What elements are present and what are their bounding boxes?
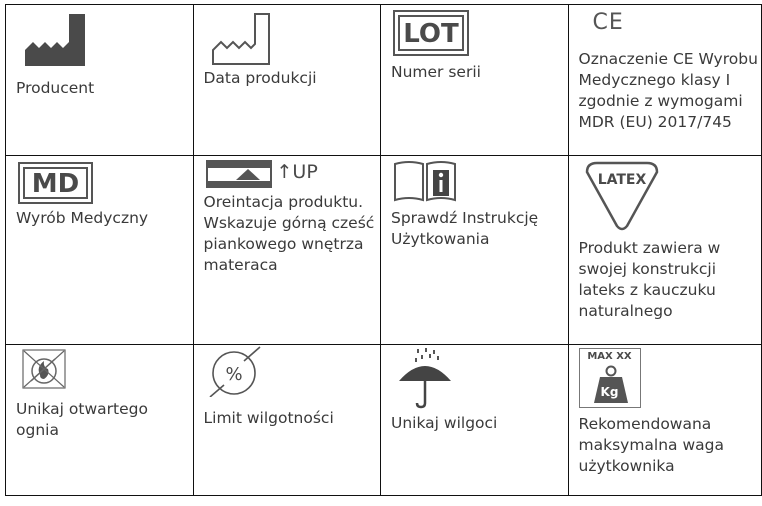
wilgotnosc-label: Limit wilgotności [203,409,334,427]
table-row [6,5,762,156]
percent-text: % [224,364,243,385]
manufacture-date-icon [211,10,271,66]
wilgoc-label: Unikaj wilgoci [391,414,498,432]
symbols-table [5,4,762,496]
table-row [6,345,762,496]
kg-text: Kg [600,385,619,399]
max-weight-icon [579,348,641,408]
lot-icon [393,10,469,56]
factory-icon [23,10,87,68]
md-text: MD [23,167,88,199]
symbol-cell-ce [568,5,762,156]
lot-text: LOT [398,15,464,51]
ogien-label: Unikaj otwartego ognia [16,400,148,439]
symbol-cell-producent [6,5,194,156]
medical-device-icon [18,162,93,204]
latex-text: LATEX [597,172,646,188]
symbol-cell-wilgoc [381,345,569,496]
symbol-cell-wyrob-medyczny [6,156,194,345]
orientacja-label: Oreintacja produktu. Wskazuje górną cześć piankowego wnętrza materaca [203,193,375,274]
orientation-icon [206,160,272,188]
table-row [6,156,762,345]
max-waga-label: Rekomendowana maksymalna waga użytkownika [578,415,724,475]
instrukcja-label: Sprawdź Instrukcję Użytkowania [391,209,539,248]
ce-label: Oznaczenie CE Wyrobu Medycznego klasy I zgodnie z wymogami MDR (EU) 2017/745 [578,50,758,131]
wyrob-medyczny-label: Wyrób Medyczny [16,209,149,227]
no-open-flame-icon [22,349,66,389]
producent-label: Producent [16,79,95,97]
symbol-cell-ogien [6,345,194,496]
symbol-cell-data-produkcji [193,5,381,156]
symbol-cell-orientacja [193,156,381,345]
symbol-cell-numer-serii [381,5,569,156]
symbol-cell-max-waga [568,345,762,496]
symbol-cell-instrukcja [381,156,569,345]
lateks-label: Produkt zawiera w swojej konstrukcji lateks z kauczuku naturalnego [578,239,721,320]
numer-serii-label: Numer serii [391,63,481,81]
latex-icon [583,160,661,232]
data-produkcji-label: Data produkcji [203,69,317,87]
humidity-limit-icon [208,345,270,397]
max-xx-text: MAX XX [587,351,632,362]
up-text: ↑UP [276,161,318,183]
keep-dry-icon [395,347,455,409]
ce-mark-icon: CE [592,10,624,35]
symbol-cell-wilgotnosc [193,345,381,496]
symbol-cell-lateks [568,156,762,345]
instructions-icon [393,160,457,202]
